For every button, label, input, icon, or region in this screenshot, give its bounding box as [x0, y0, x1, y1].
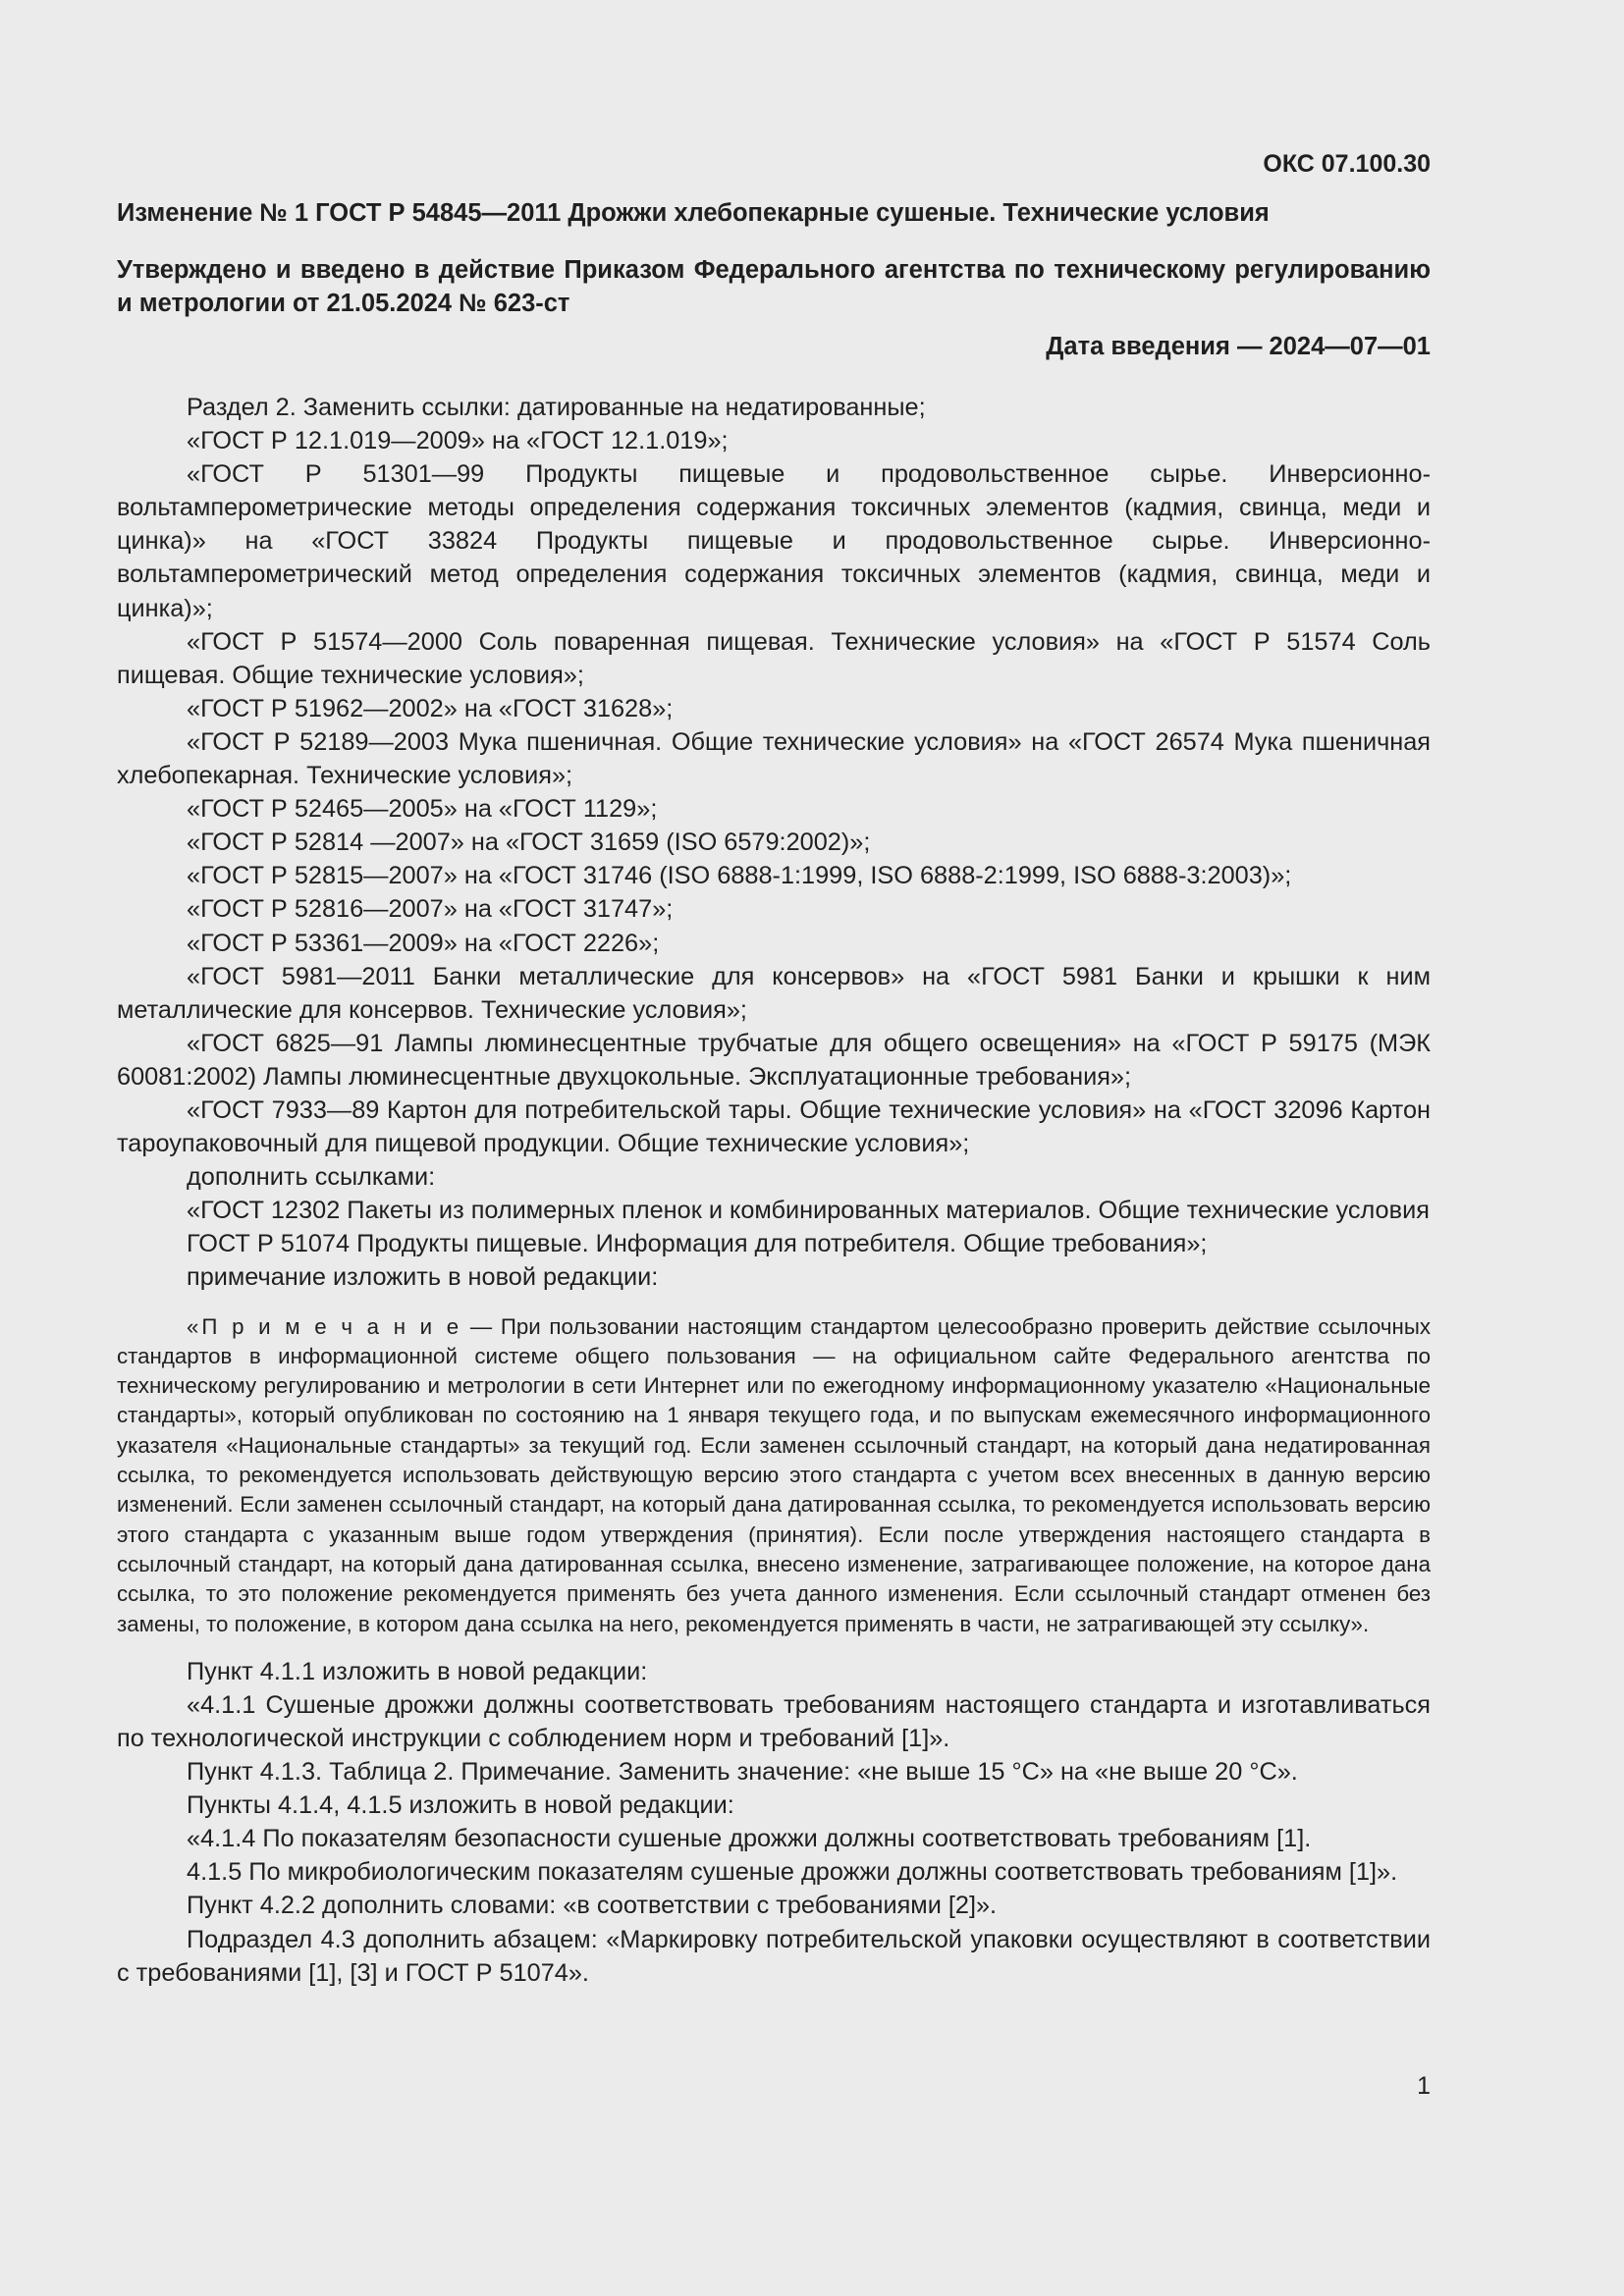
approval-statement: Утверждено и введено в действие Приказом Федерального агентства по техническому регулированию и метрологии от 21.05.2024 № 623-ст — [117, 256, 1431, 317]
paragraph: «ГОСТ Р 51301—99 Продукты пищевые и продовольственное сырье. Инверсионно-вольтамперометрические методы определения содержания токсичных элементов (кадмия, свинца, меди и цинка)» на «ГОСТ 33824 Продукты пищевые и продовольственное сырье. Инверсионно-вольтамперометрический метод определения содержания токсичных элементов (кадмия, свинца, меди и цинка)»; — [117, 460, 1431, 622]
page-number: 1 — [1417, 2072, 1431, 2100]
body-section-2 — [117, 1655, 1431, 1990]
paragraph: «ГОСТ 12302 Пакеты из полимерных пленок и комбинированных материалов. Общие технические условия — [187, 1197, 1430, 1225]
note-paragraph — [117, 1312, 1431, 1639]
paragraph: Подраздел 4.3 дополнить абзацем: «Маркировку потребительской упаковки осуществляют в соответствии с требованиями [1], [3] и ГОСТ Р 51074». — [117, 1925, 1431, 1987]
paragraph: «4.1.1 Сушеные дрожжи должны соответствовать требованиям настоящего стандарта и изготавливаться по технологической инструкции с соблюдением норм и требований [1]». — [117, 1690, 1431, 1752]
oks-code: ОКС 07.100.30 — [1263, 150, 1431, 178]
paragraph: ГОСТ Р 51074 Продукты пищевые. Информация для потребителя. Общие требования»; — [187, 1230, 1208, 1258]
paragraph: «ГОСТ Р 51574—2000 Соль поваренная пищевая. Технические условия» на «ГОСТ Р 51574 Соль пищевая. Общие технические условия»; — [117, 627, 1431, 689]
paragraph: «ГОСТ 7933—89 Картон для потребительской тары. Общие технические условия» на «ГОСТ 32096 Картон тароупаковочный для пищевой продукции. Общие технические условия»; — [117, 1095, 1431, 1158]
paragraph: «ГОСТ Р 12.1.019—2009» на «ГОСТ 12.1.019»; — [187, 427, 729, 455]
document-title: Изменение № 1 ГОСТ Р 54845—2011 Дрожжи хлебопекарные сушеные. Технические условия — [117, 199, 1270, 227]
paragraph: «ГОСТ Р 51962—2002» на «ГОСТ 31628»; — [187, 694, 674, 722]
note-block — [117, 1312, 1431, 1639]
paragraph: «ГОСТ Р 52816—2007» на «ГОСТ 31747»; — [187, 895, 674, 924]
paragraph: «ГОСТ Р 53361—2009» на «ГОСТ 2226»; — [187, 929, 660, 957]
paragraph: дополнить ссылками: — [187, 1163, 436, 1192]
paragraph: «ГОСТ 6825—91 Лампы люминесцентные трубчатые для общего освещения» на «ГОСТ Р 59175 (МЭК 60081:2002) Лампы люминесцентные двухцокольные. Эксплуатационные требования»; — [117, 1029, 1431, 1091]
paragraph: примечание изложить в новой редакции: — [187, 1263, 659, 1292]
paragraph: Пункт 4.1.1 изложить в новой редакции: — [187, 1657, 648, 1685]
paragraph: «4.1.4 По показателям безопасности сушеные дрожжи должны соответствовать требованиям [1]. — [187, 1825, 1312, 1853]
paragraph: 4.1.5 По микробиологическим показателям сушеные дрожжи должны соответствовать требованиям [1]». — [187, 1858, 1398, 1887]
paragraph: Пункт 4.2.2 дополнить словами: «в соответствии с требованиями [2]». — [187, 1892, 998, 1920]
paragraph: Пункты 4.1.4, 4.1.5 изложить в новой редакции: — [187, 1791, 734, 1820]
note-text: — При пользовании настоящим стандартом целесообразно проверить действие ссылочных стандартов в информационной системе общего пользования — на официальном сайте Федерального агентства по техническому регулированию и метрологии в сети Интернет или по ежегодному информационному указателю «Национальные стандарты», который опубликован по состоянию на 1 января текущего года, и по выпускам ежемесячного информационного указателя «Национальные стандарты» за текущий год. Если заменен ссылочный стандарт, на который дана недатированная ссылка, то рекомендуется использовать действующую версию этого стандарта с учетом всех внесенных в данную версию изменений. Если заменен ссылочный стандарт, на который дана датированная ссылка, то рекомендуется использовать версию этого стандарта с указанным выше годом утверждения (принятия). Если после утверждения настоящего стандарта в ссылочный стандарт, на который дана датированная ссылка, внесено изменение, затрагивающее положение, на которое дана ссылка, то это положение рекомендуется применять без учета данного изменения. Если ссылочный стандарт отменен без замены, то положение, в котором дана ссылка на него, рекомендуется применять в части, не затрагивающей эту ссылку». — [117, 1313, 1432, 1636]
body-section-1 — [117, 391, 1431, 1295]
paragraph: «ГОСТ 5981—2011 Банки металлические для консервов» на «ГОСТ 5981 Банки и крышки к ним металлические для консервов. Технические условия»; — [117, 962, 1431, 1024]
paragraph: «ГОСТ Р 52815—2007» на «ГОСТ 31746 (ISO 6888-1:1999, ISO 6888-2:1999, ISO 6888-3:2003)»; — [187, 862, 1292, 890]
paragraph: «ГОСТ Р 52189—2003 Мука пшеничная. Общие технические условия» на «ГОСТ 26574 Мука пшеничная хлебопекарная. Технические условия»; — [117, 727, 1431, 790]
paragraph: «ГОСТ Р 52814 —2007» на «ГОСТ 31659 (ISO 6579:2002)»; — [187, 828, 871, 857]
paragraph: «ГОСТ Р 52465—2005» на «ГОСТ 1129»; — [187, 795, 658, 824]
effective-date: Дата введения — 2024—07—01 — [1046, 333, 1431, 360]
note-label: «П р и м е ч а н и е — [187, 1313, 462, 1339]
paragraph: Пункт 4.1.3. Таблица 2. Примечание. Заменить значение: «не выше 15 °С» на «не выше 20 °С». — [187, 1758, 1298, 1787]
paragraph: Раздел 2. Заменить ссылки: датированные на недатированные; — [187, 394, 926, 421]
